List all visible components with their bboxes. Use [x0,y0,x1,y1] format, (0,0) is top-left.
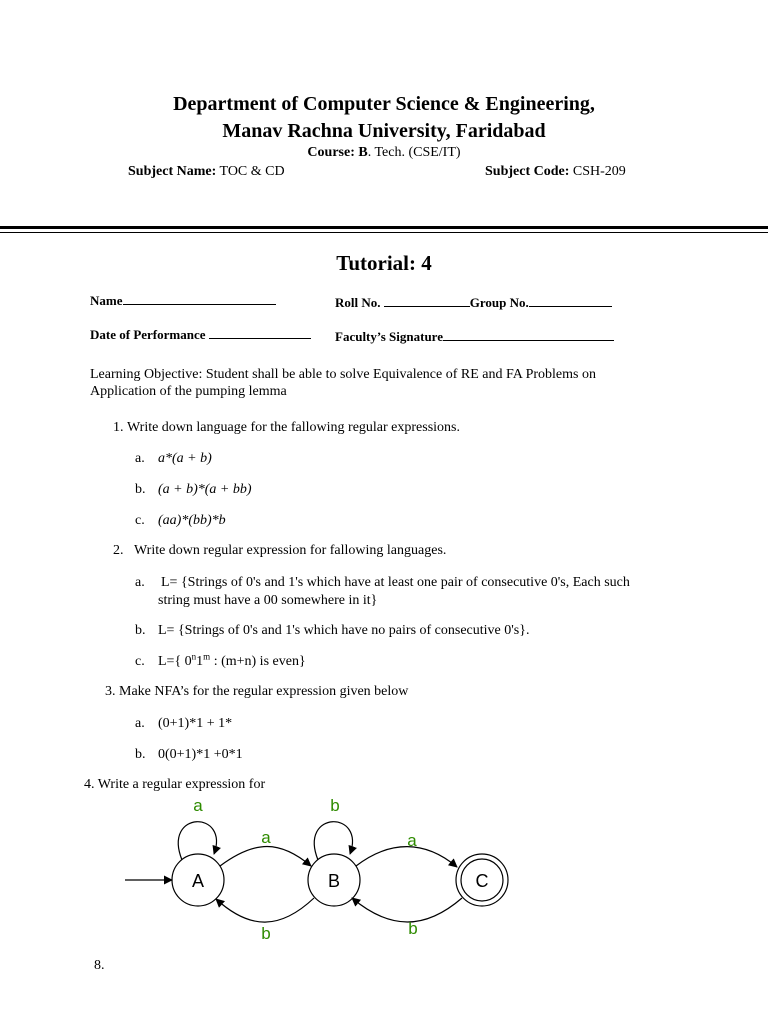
q2-b-label: b. [135,623,146,638]
q3-a-label: a. [135,716,145,731]
date-blank[interactable] [209,326,311,339]
header-rule-thick [0,226,768,229]
q2-number: 2. [113,543,124,558]
date-field [90,326,311,343]
subject-code-value: CSH-209 [572,164,626,179]
group-label: Group No. [469,295,529,310]
q1-a [158,451,212,467]
q2-a-line-2: string must have a 00 somewhere in it} [158,593,378,608]
q1-b-expression: (a + b)*(a + bb) [158,482,252,497]
subject-code-label: Subject Code: [485,164,570,179]
name-field [90,292,276,309]
state-a-label: A [191,871,205,891]
roll-label: Roll No. [335,295,381,310]
name-label: Name [90,293,123,308]
q2-a-line-1: L= {Strings of 0's and 1's which have at least one pair of consecutive 0's, Each such [161,575,630,590]
q1-b-label: b. [135,482,146,497]
course-line [0,145,768,161]
q2-text: Write down regular expression for fallowing languages. [134,543,447,558]
group-blank[interactable] [529,294,612,307]
q1-number: 1. [113,420,124,435]
label-a-to-b: a [261,828,271,847]
q2-c-label: c. [135,654,145,669]
q2-c-suffix: : (m+n) is even} [210,654,306,669]
label-loop-b: b [330,796,340,815]
label-b-to-c: a [407,831,417,850]
q1-a-expression: a*(a + b) [158,451,212,466]
subject-name-line [128,164,285,180]
q2-a-label: a. [135,575,145,590]
objective-line-2: Application of the pumping lemma [90,384,287,399]
q8-number: 8. [94,958,105,973]
faculty-label: Faculty’s Signature [335,329,443,344]
roll-blank[interactable] [384,294,470,307]
subject-code-line [485,164,626,180]
q1 [113,420,460,436]
edge-b-to-a [216,898,314,922]
label-b-to-a: b [261,924,271,943]
name-blank[interactable] [123,292,276,305]
department-title: Department of Computer Science & Engineering, [173,93,595,115]
q1-c-label: c. [135,513,145,528]
label-loop-a: a [193,796,203,815]
subject-name-value: TOC & CD [219,164,285,179]
q2-c-mid: 1 [196,654,204,669]
roll-field [335,294,612,311]
q1-a-label: a. [135,451,145,466]
state-c-label: C [475,871,489,891]
q2-c-sup-n: n [191,651,197,662]
q3-b-label: b. [135,747,146,762]
q2-c-prefix: L={ 0 [158,654,192,669]
q4-text: 4. Write a regular expression for [84,777,266,792]
faculty-blank[interactable] [443,328,614,341]
header-rule-thin [0,232,768,233]
edge-c-to-b [352,898,462,922]
q2-b: L= {Strings of 0's and 1's which have no pairs of consecutive 0's}. [158,623,530,638]
q2-c [158,651,306,670]
subject-name-label: Subject Name: [128,164,217,179]
q3-a: (0+1)*1 + 1* [158,716,233,731]
edge-a-to-b [220,847,311,867]
course-value: . Tech. (CSE/IT) [367,145,461,160]
faculty-field [335,328,614,345]
tutorial-title: Tutorial: 4 [336,251,432,275]
date-label: Date of Performance [90,327,206,342]
q1-c [158,513,226,529]
state-b-label: B [327,871,341,891]
q1-b [158,482,252,498]
q2 [113,543,446,559]
objective-line-1: Learning Objective: Student shall be able to solve Equivalence of RE and FA Problems on [90,367,596,382]
q2-c-sup-m: m [203,651,211,662]
q1-c-expression: (aa)*(bb)*b [158,513,226,528]
label-c-to-b: b [408,919,418,938]
course-label: Course: B [307,145,368,160]
q1-text: Write down language for the fallowing regular expressions. [127,420,460,435]
q3-text: 3. Make NFA’s for the regular expression given below [105,684,409,699]
q3-b: 0(0+1)*1 +0*1 [158,747,243,762]
university-title: Manav Rachna University, Faridabad [222,120,546,142]
automaton-diagram [110,790,530,950]
